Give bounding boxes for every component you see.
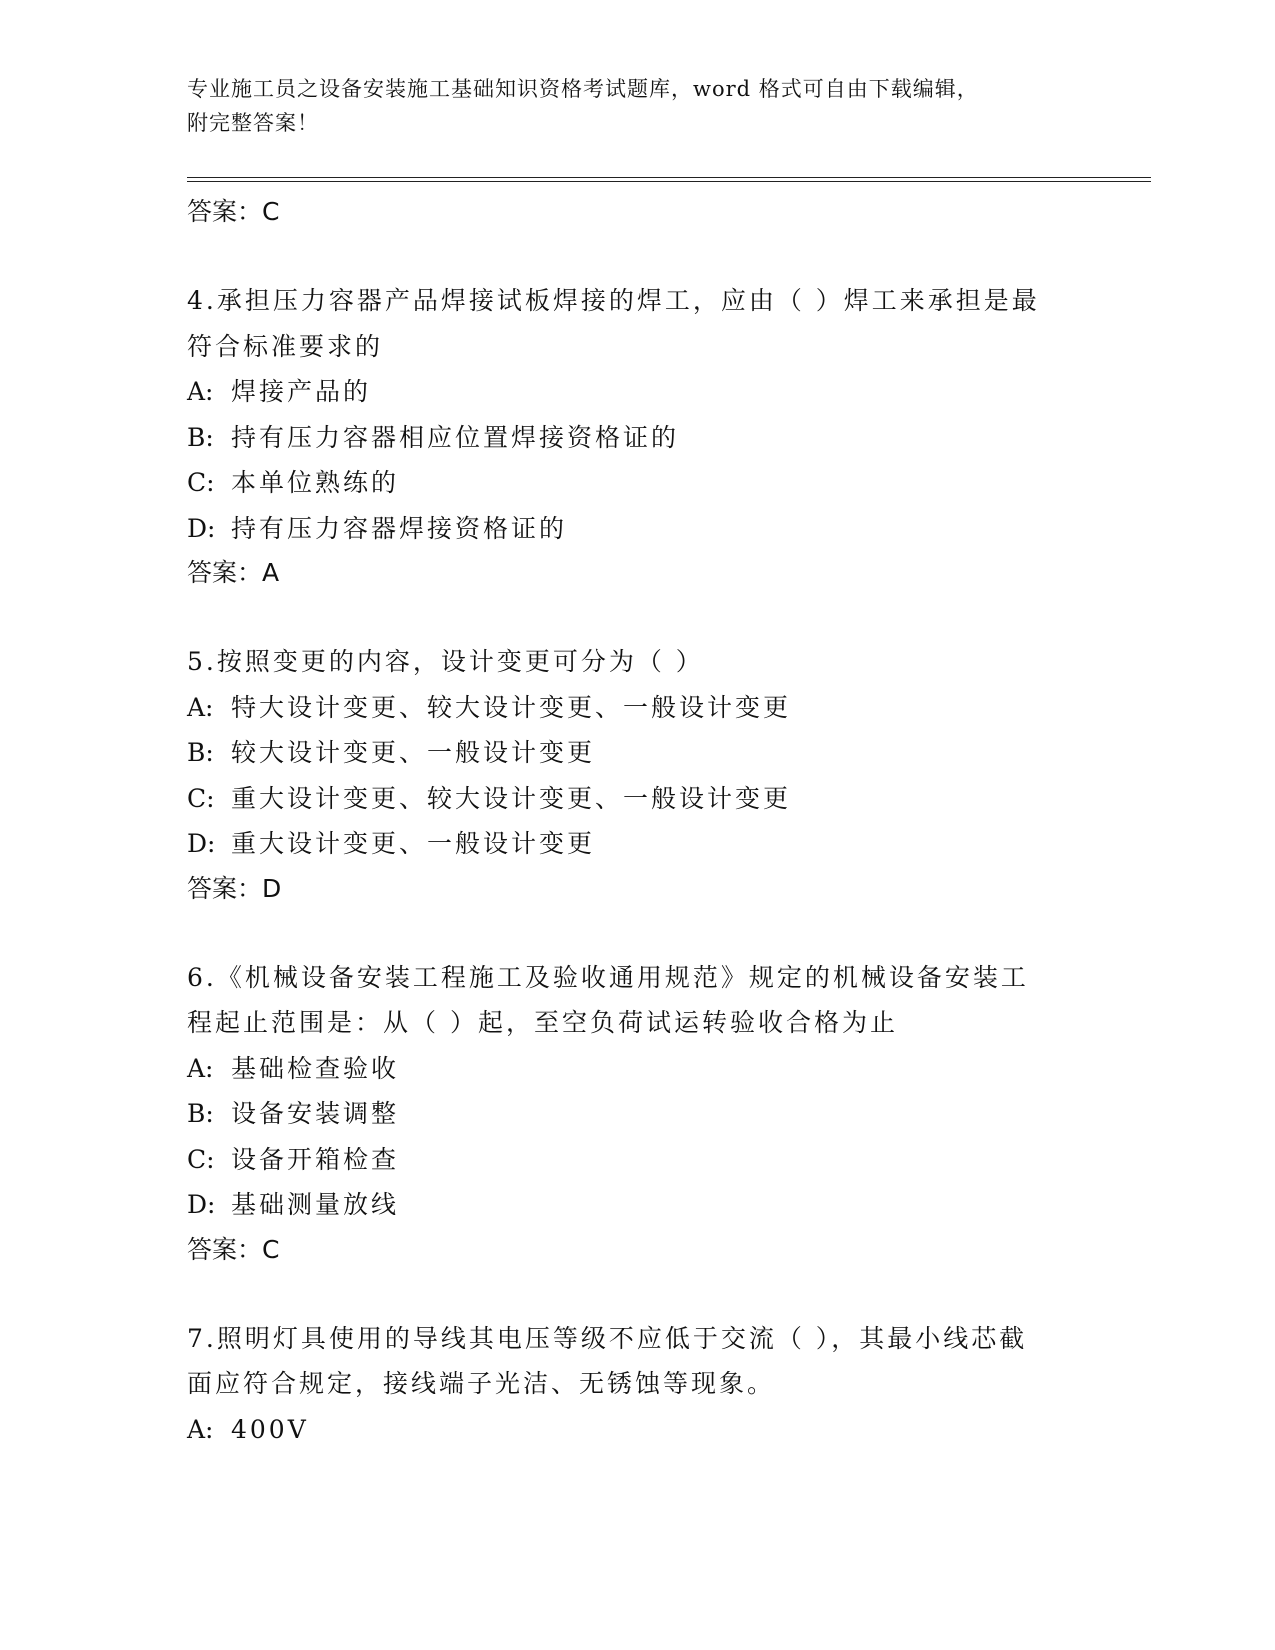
question-stem: 6.《机械设备安装工程施工及验收通用规范》规定的机械设备安装工 bbox=[187, 962, 1029, 992]
option-a bbox=[187, 369, 1087, 415]
document-body bbox=[187, 190, 1087, 1452]
question-stem: 程起止范围是：从（ ）起，至空负荷试运转验收合格为止 bbox=[187, 1008, 898, 1037]
question-block bbox=[187, 1316, 1087, 1453]
option-text: 焊接产品的 bbox=[231, 377, 372, 406]
option-letter: D: bbox=[187, 513, 216, 543]
option-text: 持有压力容器相应位置焊接资格证的 bbox=[231, 422, 680, 452]
option-d bbox=[187, 1182, 1087, 1228]
option-text: 重大设计变更、一般设计变更 bbox=[231, 829, 596, 858]
option-a bbox=[187, 685, 1087, 731]
option-text: 基础检查验收 bbox=[231, 1053, 400, 1083]
option-text: 本单位熟练的 bbox=[231, 468, 400, 497]
answer-line: 答案：A bbox=[187, 558, 280, 587]
option-letter: A: bbox=[187, 377, 214, 406]
question-stem: 5.按照变更的内容，设计变更可分为（ ） bbox=[187, 647, 704, 676]
option-letter: B: bbox=[187, 422, 214, 452]
option-b bbox=[187, 1091, 1087, 1137]
option-d bbox=[187, 506, 1087, 552]
option-text: 基础测量放线 bbox=[231, 1190, 400, 1219]
question-stem: 4.承担压力容器产品焊接试板焊接的焊工，应由（ ）焊工来承担是最 bbox=[187, 286, 1040, 315]
option-text: 持有压力容器焊接资格证的 bbox=[231, 513, 568, 543]
option-text: 重大设计变更、较大设计变更、一般设计变更 bbox=[231, 783, 792, 813]
question-block bbox=[187, 955, 1087, 1272]
header-rule-bottom bbox=[187, 181, 1151, 182]
option-a bbox=[187, 1046, 1087, 1092]
option-letter: A: bbox=[187, 692, 214, 722]
question-stem: 7.照明灯具使用的导线其电压等级不应低于交流（ ），其最小线芯截 bbox=[187, 1323, 1028, 1353]
question-block bbox=[187, 639, 1087, 911]
option-letter: C: bbox=[187, 1144, 215, 1174]
question-stem: 面应符合规定，接线端子光洁、无锈蚀等现象。 bbox=[187, 1369, 776, 1398]
option-letter: C: bbox=[187, 783, 215, 813]
option-letter: B: bbox=[187, 738, 214, 767]
answer-line: 答案：C bbox=[187, 197, 280, 226]
question-stem: 符合标准要求的 bbox=[187, 331, 384, 361]
option-letter: B: bbox=[187, 1099, 214, 1128]
option-letter: C: bbox=[187, 468, 215, 497]
question-block bbox=[187, 278, 1087, 595]
option-b bbox=[187, 415, 1087, 461]
option-text: 设备安装调整 bbox=[231, 1099, 400, 1128]
option-text: 设备开箱检查 bbox=[231, 1144, 400, 1174]
answer-line: 答案：D bbox=[187, 873, 282, 903]
option-b bbox=[187, 730, 1087, 776]
header-line-1: 专业施工员之设备安装施工基础知识资格考试题库，word 格式可自由下载编辑， bbox=[187, 77, 979, 101]
option-text: 较大设计变更、一般设计变更 bbox=[231, 738, 596, 767]
option-letter: D: bbox=[187, 1190, 216, 1219]
option-letter: A: bbox=[187, 1053, 214, 1083]
answer-line: 答案：C bbox=[187, 1234, 280, 1264]
document-header bbox=[187, 72, 1087, 140]
option-c bbox=[187, 460, 1087, 506]
header-rule-top bbox=[187, 177, 1151, 178]
option-text: 400V bbox=[231, 1414, 309, 1444]
option-d bbox=[187, 821, 1087, 867]
option-a bbox=[187, 1407, 1087, 1453]
option-c bbox=[187, 1137, 1087, 1183]
option-letter: D: bbox=[187, 829, 216, 858]
option-text: 特大设计变更、较大设计变更、一般设计变更 bbox=[231, 692, 792, 722]
option-letter: A: bbox=[187, 1414, 214, 1444]
header-line-2: 附完整答案！ bbox=[187, 111, 319, 135]
option-c bbox=[187, 776, 1087, 822]
